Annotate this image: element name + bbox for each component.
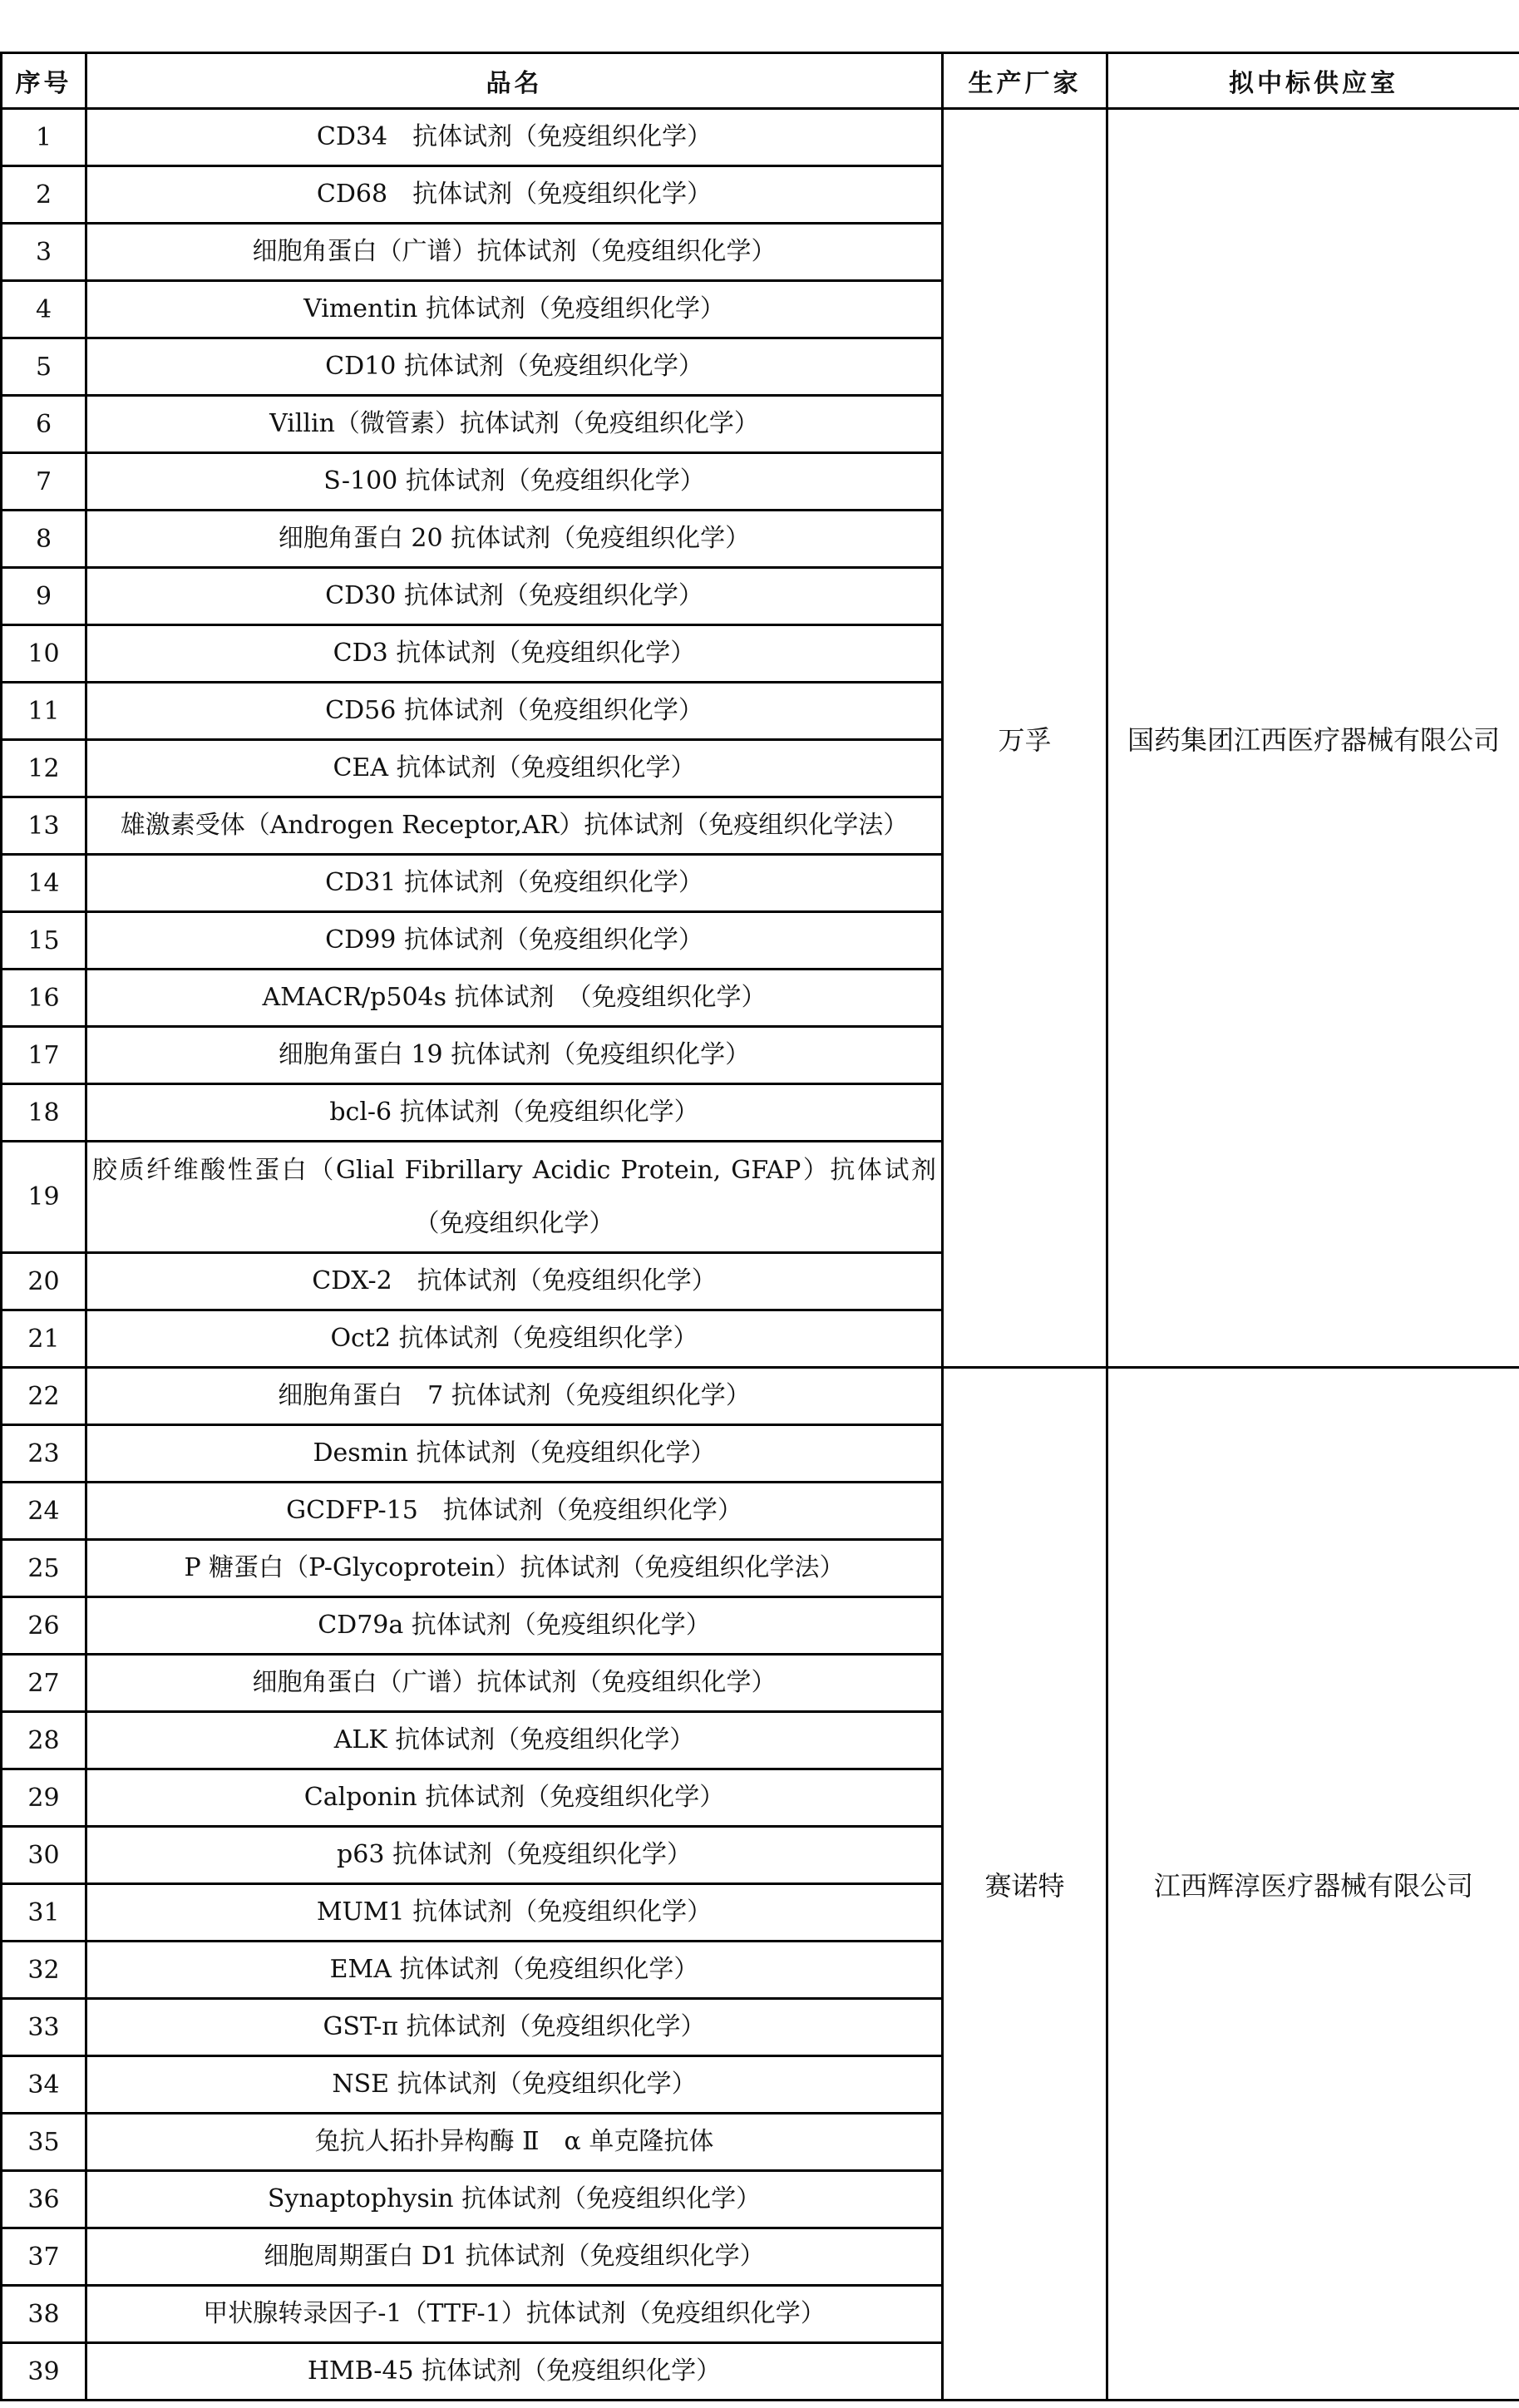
product-name: P 糖蛋白（P-Glycoprotein）抗体试剂（免疫组织化学法） — [86, 1540, 943, 1597]
product-name: MUM1 抗体试剂（免疫组织化学） — [86, 1884, 943, 1942]
row-index: 35 — [2, 2114, 86, 2171]
row-index: 20 — [2, 1253, 86, 1310]
product-name: CD99 抗体试剂（免疫组织化学） — [86, 912, 943, 970]
row-index: 38 — [2, 2286, 86, 2343]
product-name: 细胞角蛋白 20 抗体试剂（免疫组织化学） — [86, 511, 943, 568]
row-index: 18 — [2, 1084, 86, 1142]
product-name: p63 抗体试剂（免疫组织化学） — [86, 1827, 943, 1884]
manufacturer-cell: 赛诺特 — [943, 1368, 1107, 2401]
row-index: 2 — [2, 166, 86, 224]
product-name: 细胞角蛋白 7 抗体试剂（免疫组织化学） — [86, 1368, 943, 1425]
product-name: Desmin 抗体试剂（免疫组织化学） — [86, 1425, 943, 1483]
product-name: CEA 抗体试剂（免疫组织化学） — [86, 740, 943, 797]
row-index: 12 — [2, 740, 86, 797]
product-name: CD56 抗体试剂（免疫组织化学） — [86, 683, 943, 740]
row-index: 39 — [2, 2343, 86, 2401]
product-name: CD68 抗体试剂（免疫组织化学） — [86, 166, 943, 224]
row-index: 23 — [2, 1425, 86, 1483]
product-name: ALK 抗体试剂（免疫组织化学） — [86, 1712, 943, 1769]
row-index: 16 — [2, 970, 86, 1027]
row-index: 29 — [2, 1769, 86, 1827]
row-index: 10 — [2, 625, 86, 683]
row-index: 7 — [2, 453, 86, 511]
product-name: Synaptophysin 抗体试剂（免疫组织化学） — [86, 2171, 943, 2228]
product-name: EMA 抗体试剂（免疫组织化学） — [86, 1942, 943, 1999]
manufacturer-cell: 万孚 — [943, 109, 1107, 1368]
row-index: 15 — [2, 912, 86, 970]
product-name: CD34 抗体试剂（免疫组织化学） — [86, 109, 943, 166]
row-index: 6 — [2, 396, 86, 453]
row-index: 21 — [2, 1310, 86, 1368]
row-index: 28 — [2, 1712, 86, 1769]
row-index: 19 — [2, 1142, 86, 1253]
product-name: 甲状腺转录因子-1（TTF-1）抗体试剂（免疫组织化学） — [86, 2286, 943, 2343]
product-name: AMACR/p504s 抗体试剂 （免疫组织化学） — [86, 970, 943, 1027]
header-manufacturer: 生产厂家 — [943, 53, 1107, 109]
product-name: CD10 抗体试剂（免疫组织化学） — [86, 338, 943, 396]
row-index: 36 — [2, 2171, 86, 2228]
row-index: 11 — [2, 683, 86, 740]
product-name: CD3 抗体试剂（免疫组织化学） — [86, 625, 943, 683]
product-name: CD31 抗体试剂（免疫组织化学） — [86, 855, 943, 912]
row-index: 33 — [2, 1999, 86, 2056]
row-index: 32 — [2, 1942, 86, 1999]
product-name: Villin（微管素）抗体试剂（免疫组织化学） — [86, 396, 943, 453]
product-name: 胶质纤维酸性蛋白（Glial Fibrillary Acidic Protein, GFAP）抗体试剂（免疫组织化学） — [86, 1142, 943, 1253]
row-index: 3 — [2, 224, 86, 281]
table-row — [2, 1368, 1519, 1425]
product-name: 雄激素受体（Androgen Receptor,AR）抗体试剂（免疫组织化学法） — [86, 797, 943, 855]
supplier-cell: 国药集团江西医疗器械有限公司 — [1107, 109, 1519, 1368]
table-row — [2, 109, 1519, 166]
product-name: CDX-2 抗体试剂（免疫组织化学） — [86, 1253, 943, 1310]
product-table — [0, 52, 1519, 2401]
product-name: GCDFP-15 抗体试剂（免疫组织化学） — [86, 1483, 943, 1540]
row-index: 1 — [2, 109, 86, 166]
product-name: Vimentin 抗体试剂（免疫组织化学） — [86, 281, 943, 338]
row-index: 9 — [2, 568, 86, 625]
product-name: CD79a 抗体试剂（免疫组织化学） — [86, 1597, 943, 1655]
row-index: 8 — [2, 511, 86, 568]
row-index: 22 — [2, 1368, 86, 1425]
product-name: 细胞周期蛋白 D1 抗体试剂（免疫组织化学） — [86, 2228, 943, 2286]
row-index: 17 — [2, 1027, 86, 1084]
product-name: bcl-6 抗体试剂（免疫组织化学） — [86, 1084, 943, 1142]
row-index: 26 — [2, 1597, 86, 1655]
row-index: 37 — [2, 2228, 86, 2286]
product-name: CD30 抗体试剂（免疫组织化学） — [86, 568, 943, 625]
product-name: GST-π 抗体试剂（免疫组织化学） — [86, 1999, 943, 2056]
product-name: NSE 抗体试剂（免疫组织化学） — [86, 2056, 943, 2114]
product-name: 细胞角蛋白（广谱）抗体试剂（免疫组织化学） — [86, 1655, 943, 1712]
row-index: 24 — [2, 1483, 86, 1540]
product-name: 细胞角蛋白 19 抗体试剂（免疫组织化学） — [86, 1027, 943, 1084]
product-name: 细胞角蛋白（广谱）抗体试剂（免疫组织化学） — [86, 224, 943, 281]
product-name: S-100 抗体试剂（免疫组织化学） — [86, 453, 943, 511]
header-index: 序号 — [2, 53, 86, 109]
row-index: 25 — [2, 1540, 86, 1597]
header-supplier: 拟中标供应室 — [1107, 53, 1519, 109]
row-index: 34 — [2, 2056, 86, 2114]
product-name: HMB-45 抗体试剂（免疫组织化学） — [86, 2343, 943, 2401]
row-index: 14 — [2, 855, 86, 912]
row-index: 5 — [2, 338, 86, 396]
row-index: 30 — [2, 1827, 86, 1884]
product-name: Calponin 抗体试剂（免疫组织化学） — [86, 1769, 943, 1827]
row-index: 13 — [2, 797, 86, 855]
supplier-cell: 江西辉淳医疗器械有限公司 — [1107, 1368, 1519, 2401]
row-index: 4 — [2, 281, 86, 338]
product-name: 兔抗人拓扑异构酶 Ⅱ α 单克隆抗体 — [86, 2114, 943, 2171]
product-name: Oct2 抗体试剂（免疫组织化学） — [86, 1310, 943, 1368]
row-index: 27 — [2, 1655, 86, 1712]
header-row — [2, 53, 1519, 109]
row-index: 31 — [2, 1884, 86, 1942]
header-name: 品名 — [86, 53, 943, 109]
table-body — [2, 109, 1519, 2401]
